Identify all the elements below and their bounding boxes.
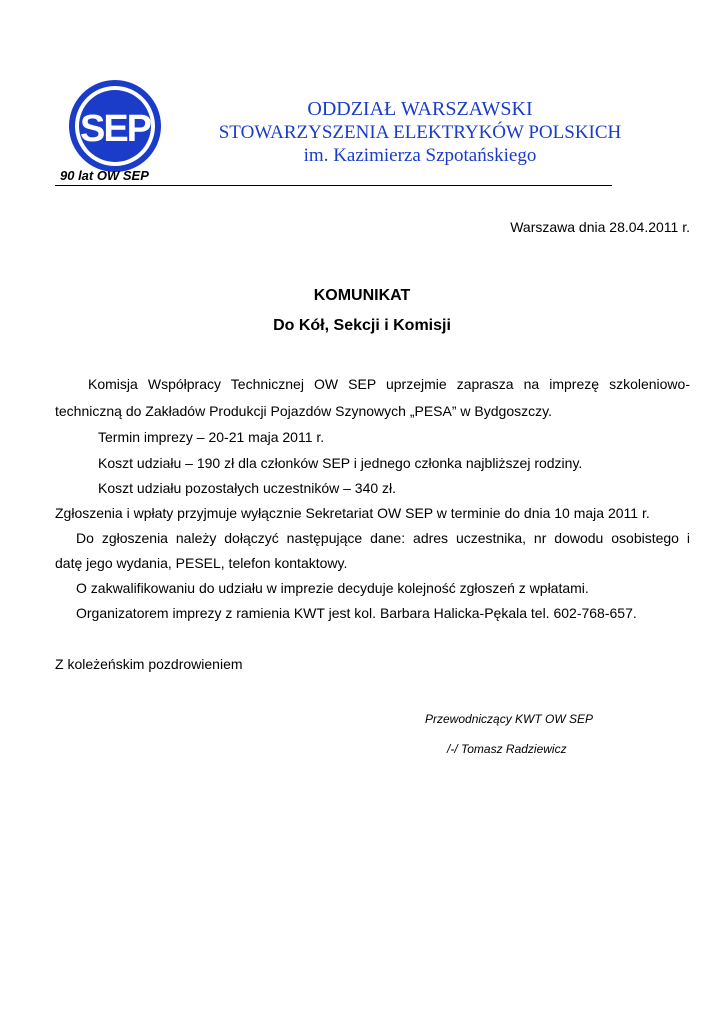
paragraph-invitation-line1: Komisja Współpracy Technicznej OW SEP uprzejmie zaprasza na imprezę szkoleniowo- xyxy=(88,376,690,392)
org-name-line2: STOWARZYSZENIA ELEKTRYKÓW POLSKICH xyxy=(218,122,622,143)
cost-others: Koszt udziału pozostałych uczestników – 340 zł. xyxy=(98,480,397,496)
event-term: Termin imprezy – 20-21 maja 2011 r. xyxy=(98,429,325,445)
applications-info: Zgłoszenia i wpłaty przyjmuje wyłącznie Sekretariat OW SEP w terminie do dnia 10 maja 2011 r. xyxy=(55,505,650,521)
org-name-line1: ODDZIAŁ WARSZAWSKI xyxy=(307,98,533,120)
sep-logo-graphic xyxy=(67,78,163,174)
document-subtitle: Do Kół, Sekcji i Komisji xyxy=(273,317,451,334)
date-line: Warszawa dnia 28.04.2011 r. xyxy=(510,219,690,235)
logo-caption: 90 lat OW SEP xyxy=(60,168,149,183)
header-divider xyxy=(55,185,612,186)
paragraph-invitation-line2: techniczną do Zakładów Produkcji Pojazdów Szynowych „PESA” w Bydgoszczy. xyxy=(55,403,552,419)
closing-greeting: Z koleżeńskim pozdrowieniem xyxy=(55,656,243,672)
signature-name: /-/ Tomasz Radziewicz xyxy=(447,742,567,756)
svg-text:SEP: SEP xyxy=(79,108,151,150)
org-name-line3: im. Kazimierza Szpotańskiego xyxy=(303,145,537,166)
qualification-info: O zakwalifikowaniu do udziału w imprezie decyduje kolejność zgłoszeń z wpłatami. xyxy=(76,580,589,596)
sep-logo xyxy=(67,78,163,174)
cost-members: Koszt udziału – 190 zł dla członków SEP i jednego członka najbliższej rodziny. xyxy=(98,455,583,471)
required-data-line1: Do zgłoszenia należy dołączyć następujące dane: adres uczestnika, nr dowodu osobistego i xyxy=(76,530,690,546)
signature-role: Przewodniczący KWT OW SEP xyxy=(425,712,594,726)
document-title: KOMUNIKAT xyxy=(313,287,411,304)
required-data-line2: datę jego wydania, PESEL, telefon kontaktowy. xyxy=(55,555,348,571)
organizer-info: Organizatorem imprezy z ramienia KWT jest kol. Barbara Halicka-Pękala tel. 602-768-657. xyxy=(76,605,637,621)
